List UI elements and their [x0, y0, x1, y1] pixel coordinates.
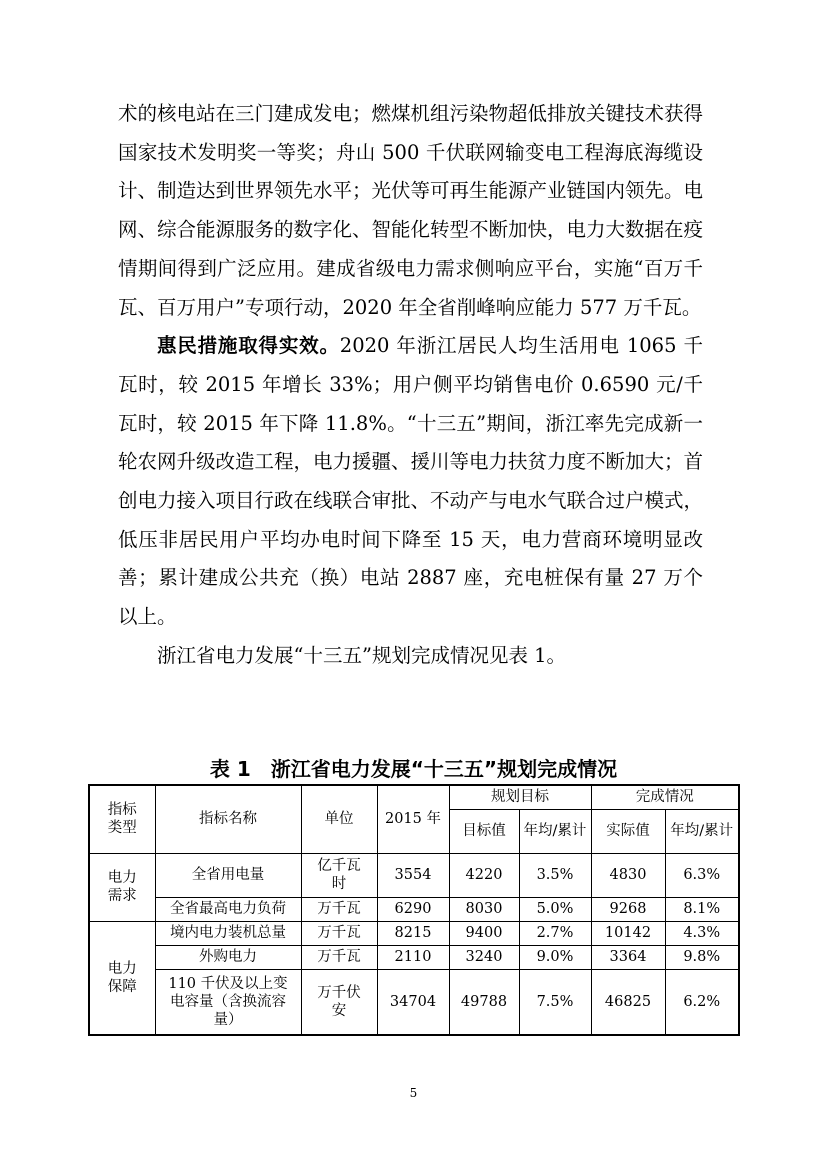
- row-target: 9400: [449, 921, 519, 945]
- row-name: 全省最高电力负荷: [155, 897, 301, 921]
- row-actual: 4830: [591, 853, 665, 897]
- plan-completion-table: [88, 784, 740, 1036]
- header-plan-rate: 年均/累计: [519, 809, 591, 853]
- row-unit: 亿千瓦时: [301, 853, 377, 897]
- row-actual: 10142: [591, 921, 665, 945]
- table-row: [89, 945, 739, 969]
- row-target: 4220: [449, 853, 519, 897]
- header-plan: 规划目标: [449, 785, 591, 809]
- row-actual: 3364: [591, 945, 665, 969]
- row-done-rate: 6.2%: [665, 969, 739, 1035]
- row-name: 外购电力: [155, 945, 301, 969]
- header-actual: 实际值: [591, 809, 665, 853]
- header-type: 指标类型: [89, 785, 155, 853]
- header-name: 指标名称: [155, 785, 301, 853]
- row-2015: 3554: [377, 853, 449, 897]
- body-text: [118, 95, 703, 676]
- paragraph-1: 术的核电站在三门建成发电；燃煤机组污染物超低排放关键技术获得国家技术发明奖一等奖；舟山 500 千伏联网输变电工程海底海缆设计、制造达到世界领先水平；光伏等可再生能源产业链国内领先。电网、综合能源服务的数字化、智能化转型不断加快，电力大数据在疫情期间得到广泛应用。建成省级电力需求侧响应平台，实施“百万千瓦、百万用户”专项行动，2020 年全省削峰响应能力 577 万千瓦。: [118, 102, 704, 319]
- row-actual: 46825: [591, 969, 665, 1035]
- header-done-rate: 年均/累计: [665, 809, 739, 853]
- row-done-rate: 6.3%: [665, 853, 739, 897]
- row-plan-rate: 7.5%: [519, 969, 591, 1035]
- table-row: [89, 921, 739, 945]
- row-name: 全省用电量: [155, 853, 301, 897]
- header-2015: 2015 年: [377, 785, 449, 853]
- row-2015: 6290: [377, 897, 449, 921]
- table-header-row-1: [89, 785, 739, 809]
- row-2015: 8215: [377, 921, 449, 945]
- header-unit: 单位: [301, 785, 377, 853]
- row-unit: 万千伏安: [301, 969, 377, 1035]
- row-actual: 9268: [591, 897, 665, 921]
- group-type-cell: 电力保障: [89, 921, 155, 1035]
- row-unit: 万千瓦: [301, 897, 377, 921]
- row-done-rate: 8.1%: [665, 897, 739, 921]
- row-name: 110 千伏及以上变电容量（含换流容量）: [155, 969, 301, 1035]
- paragraph-2-body: 2020 年浙江居民人均生活用电 1065 千瓦时，较 2015 年增长 33%；用户侧平均销售电价 0.6590 元/千瓦时，较 2015 年下降 11.8%。“十三五”期间，浙江率先完成新一轮农网升级改造工程，电力援疆、援川等电力扶贫力度不断加大；首创电力接入项目行政在线联合审批、不动产与电水气联合过户模式，低压非居民用户平均办电时间下降至 15 天，电力营商环境明显改善；累计建成公共充（换）电站 2887 座，充电桩保有量 27 万个以上。: [118, 334, 704, 629]
- group-type-cell: 电力需求: [89, 853, 155, 921]
- row-target: 49788: [449, 969, 519, 1035]
- row-2015: 34704: [377, 969, 449, 1035]
- header-done: 完成情况: [591, 785, 739, 809]
- row-name: 境内电力装机总量: [155, 921, 301, 945]
- row-done-rate: 4.3%: [665, 921, 739, 945]
- header-target: 目标值: [449, 809, 519, 853]
- row-2015: 2110: [377, 945, 449, 969]
- row-target: 8030: [449, 897, 519, 921]
- paragraph-2: [118, 327, 703, 637]
- paragraph-2-lead: 惠民措施取得实效。: [157, 334, 340, 358]
- table-row: [89, 969, 739, 1035]
- row-plan-rate: 9.0%: [519, 945, 591, 969]
- table-caption: 表 1 浙江省电力发展“十三五”规划完成情况: [209, 757, 618, 781]
- row-plan-rate: 2.7%: [519, 921, 591, 945]
- row-done-rate: 9.8%: [665, 945, 739, 969]
- table-row: [89, 897, 739, 921]
- row-unit: 万千瓦: [301, 945, 377, 969]
- row-unit: 万千瓦: [301, 921, 377, 945]
- row-plan-rate: 3.5%: [519, 853, 591, 897]
- table-row: [89, 853, 739, 897]
- row-target: 3240: [449, 945, 519, 969]
- paragraph-3: 浙江省电力发展“十三五”规划完成情况见表 1。: [157, 643, 567, 667]
- row-plan-rate: 5.0%: [519, 897, 591, 921]
- page-number: 5: [409, 1086, 418, 1100]
